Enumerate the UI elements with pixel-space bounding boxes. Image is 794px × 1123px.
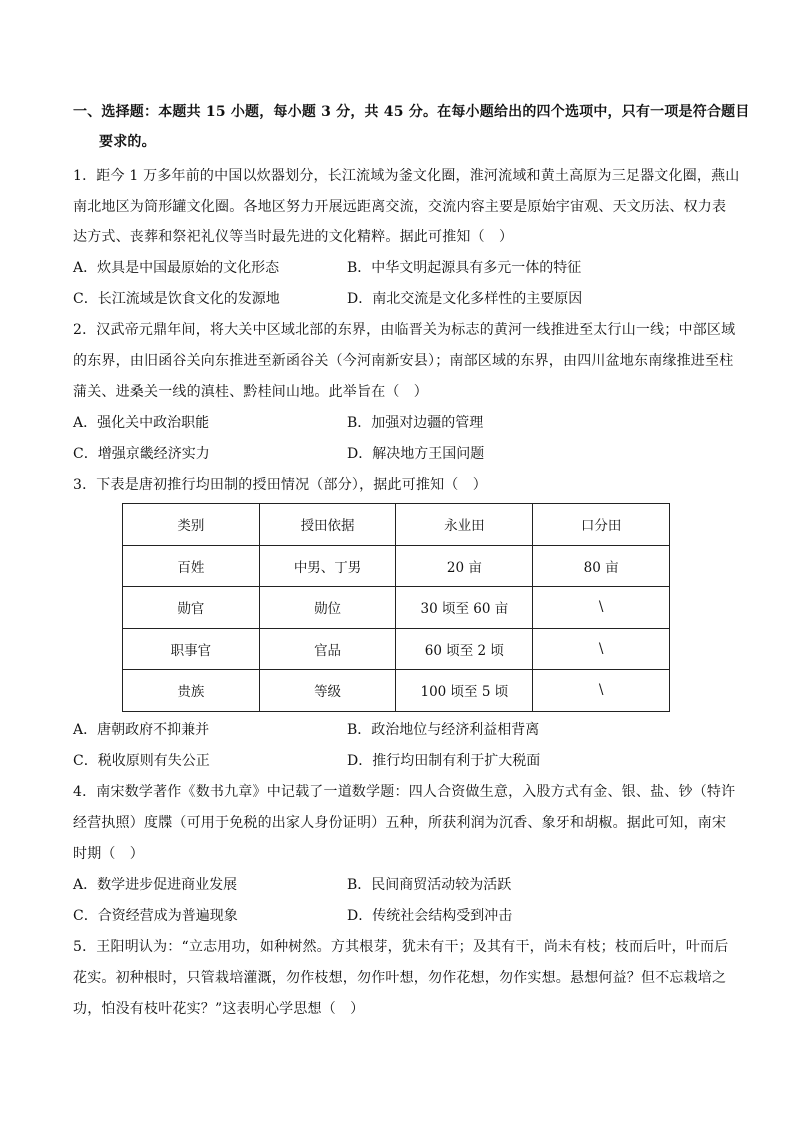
table-cell: 勋位: [259, 587, 396, 629]
table-cell: 贵族: [123, 670, 260, 712]
question-3-option-c[interactable]: C．税收原则有失公正: [73, 753, 210, 769]
table-header-cell: 口分田: [533, 504, 670, 546]
question-1-option-d[interactable]: D．南北交流是文化多样性的主要原因: [347, 291, 583, 307]
question-5-text: 花实。初种根时，只管栽培灌溉，勿作枝想，勿作叶想，勿作花想，勿作实想。悬想何益？但不忘栽培之: [73, 970, 727, 986]
table-header-cell: 类别: [123, 504, 260, 546]
question-3-text: 3．下表是唐初推行均田制的授田情况（部分），据此可推知（ ）: [73, 477, 487, 493]
section-heading-cont: 要求的。: [99, 134, 156, 150]
table-row: [123, 628, 670, 670]
question-3-option-b[interactable]: B．政治地位与经济利益相背离: [347, 722, 540, 738]
question-2-text: 的东界，由旧函谷关向东推进至新函谷关（今河南新安县）；南部区域的东界，由四川盆地东南缘推进至柱: [73, 353, 734, 369]
question-4-option-c[interactable]: C．合资经营成为普遍现象: [73, 908, 238, 924]
question-1-option-c[interactable]: C．长江流域是饮食文化的发源地: [73, 291, 280, 307]
table-cell: 30 顷至 60 亩: [396, 587, 533, 629]
table-cell: \: [533, 670, 670, 712]
table-row: [123, 545, 670, 587]
question-2-option-c[interactable]: C．增强京畿经济实力: [73, 446, 210, 462]
question-2-option-a[interactable]: A．强化关中政治职能: [73, 415, 210, 431]
question-5-text: 5．王阳明认为：“立志用功，如种树然。方其根芽，犹未有干；及其有干，尚未有枝；枝而后叶，叶而后: [73, 939, 729, 955]
table-cell: 60 顷至 2 顷: [396, 628, 533, 670]
question-4-text: 4．南宋数学著作《数书九章》中记载了一道数学题：四人合资做生意，入股方式有金、银、盐、钞（特许: [73, 784, 736, 800]
question-5-text: 功，怕没有枝叶花实？”这表明心学思想（ ）: [73, 1001, 365, 1017]
question-4-text: 经营执照）度牒（可用于免税的出家人身份证明）五种，所获利润为沉香、象牙和胡椒。据此可知，南宋: [73, 815, 727, 831]
table-cell: \: [533, 628, 670, 670]
question-2-text: 蒲关、进桑关一线的滇桂、黔桂间山地。此举旨在（ ）: [73, 384, 428, 400]
section-heading: 一、选择题：本题共 15 小题，每小题 3 分，共 45 分。在每小题给出的四个选项中，只有一项是符合题目: [73, 104, 750, 120]
question-1-option-a[interactable]: A．炊具是中国最原始的文化形态: [73, 260, 280, 276]
table-cell: \: [533, 587, 670, 629]
land-grant-table: [122, 503, 670, 712]
question-2-option-b[interactable]: B．加强对边疆的管理: [347, 415, 484, 431]
question-4-option-d[interactable]: D．传统社会结构受到冲击: [347, 908, 513, 924]
table-cell: 中男、丁男: [259, 545, 396, 587]
table-header-cell: 授田依据: [259, 504, 396, 546]
table-cell: 职事官: [123, 628, 260, 670]
question-4-text: 时期（ ）: [73, 846, 144, 862]
question-1-text: 南北地区为筒形罐文化圈。各地区努力开展远距离交流，交流内容主要是原始宇宙观、天文历法、权力表: [73, 199, 727, 215]
table-cell: 勋官: [123, 587, 260, 629]
question-3-option-d[interactable]: D．推行均田制有利于扩大税面: [347, 753, 541, 769]
table-cell: 官品: [259, 628, 396, 670]
question-2-option-d[interactable]: D．解决地方王国问题: [347, 446, 485, 462]
table-row: [123, 670, 670, 712]
table-cell: 100 顷至 5 顷: [396, 670, 533, 712]
table-cell: 等级: [259, 670, 396, 712]
table-cell: 百姓: [123, 545, 260, 587]
table-cell: 80 亩: [533, 545, 670, 587]
question-4-option-a[interactable]: A．数学进步促进商业发展: [73, 877, 238, 893]
question-1-option-b[interactable]: B．中华文明起源具有多元一体的特征: [347, 260, 582, 276]
table-cell: 20 亩: [396, 545, 533, 587]
question-2-text: 2．汉武帝元鼎年间，将大关中区域北部的东界，由临晋关为标志的黄河一线推进至太行山一线；中部区域: [73, 322, 736, 338]
question-1-text: 1．距今 1 万多年前的中国以炊器划分，长江流域为釜文化圈，淮河流域和黄土高原为三足器文化圈，燕山: [73, 168, 740, 184]
question-4-option-b[interactable]: B．民间商贸活动较为活跃: [347, 877, 512, 893]
question-3-option-a[interactable]: A．唐朝政府不抑兼并: [73, 722, 210, 738]
table-row: [123, 587, 670, 629]
question-1-text: 达方式、丧葬和祭祀礼仪等当时最先进的文化精粹。据此可推知（ ）: [73, 229, 514, 245]
table-header-cell: 永业田: [396, 504, 533, 546]
table-header-row: [123, 504, 670, 546]
